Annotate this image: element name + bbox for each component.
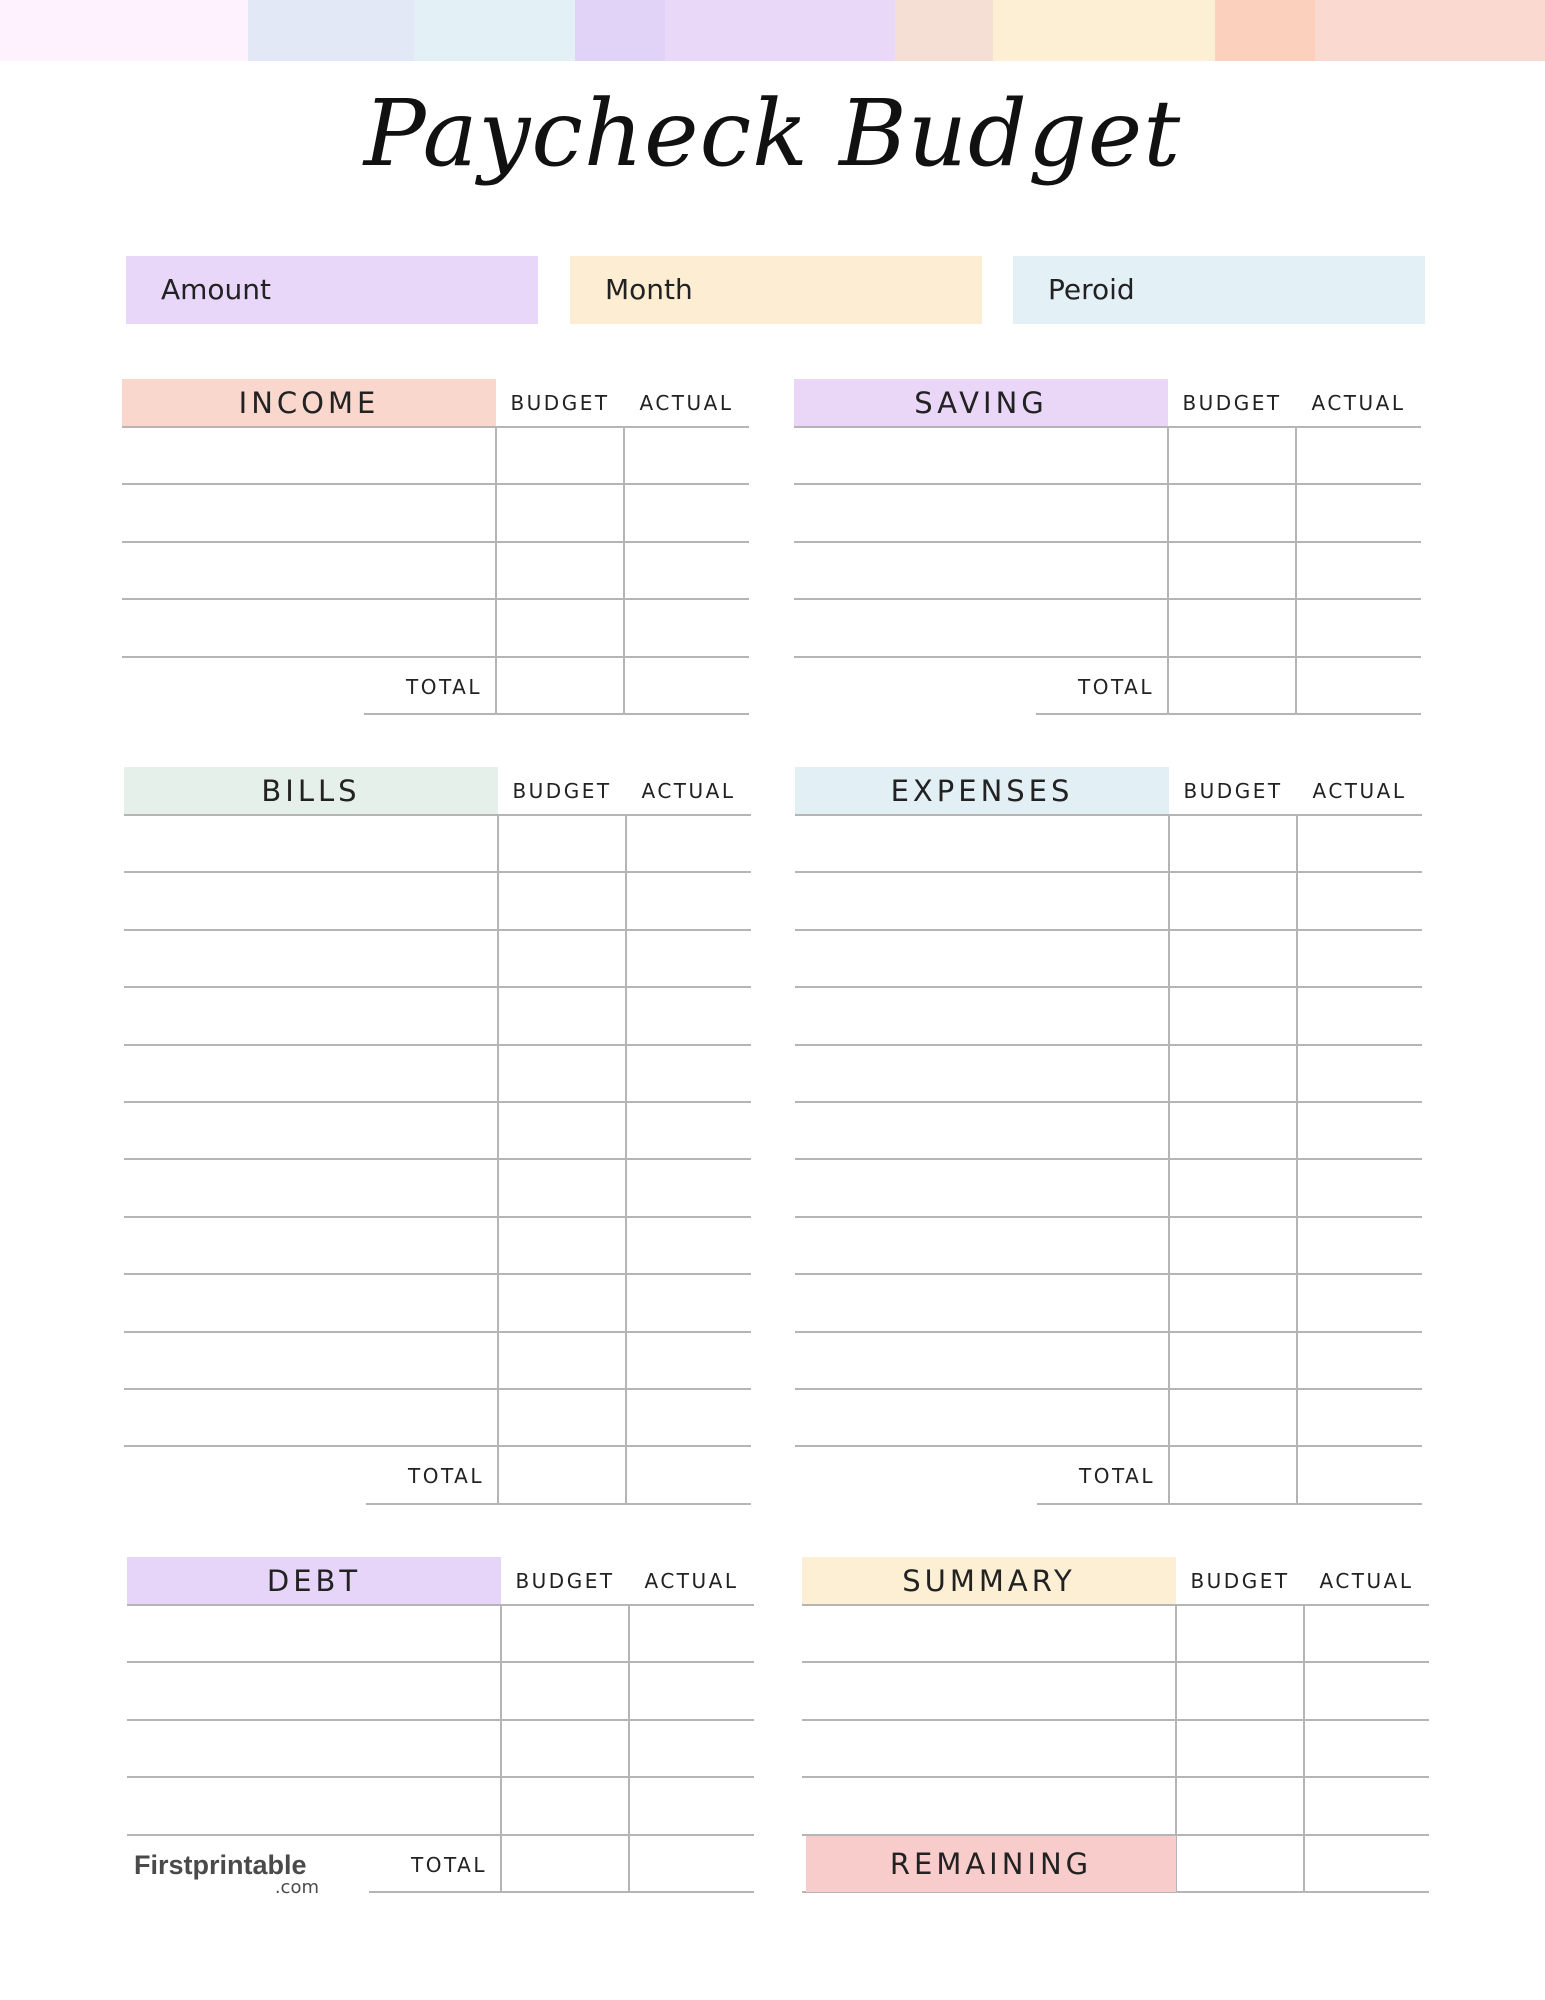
bills-actual-cell[interactable] — [626, 1389, 751, 1446]
debt-item-cell[interactable] — [127, 1720, 501, 1777]
income-budget-cell[interactable] — [496, 484, 624, 541]
bills-item-cell[interactable] — [124, 815, 498, 872]
debt-budget-cell[interactable] — [501, 1605, 629, 1662]
saving-actual-cell[interactable] — [1296, 542, 1421, 599]
bills-budget-cell[interactable] — [498, 815, 626, 872]
saving-table — [794, 379, 1421, 714]
expenses-item-cell[interactable] — [795, 1332, 1169, 1389]
saving-item-cell[interactable] — [794, 484, 1168, 541]
bills-budget-cell[interactable] — [498, 1159, 626, 1216]
debt-table — [127, 1557, 754, 1892]
color-strip — [0, 0, 1545, 61]
saving-actual-cell[interactable] — [1296, 657, 1421, 714]
expenses-item-cell[interactable] — [795, 987, 1169, 1044]
actual-column-header: ACTUAL — [639, 391, 734, 415]
bills-actual-cell[interactable] — [626, 1332, 751, 1389]
saving-header: SAVING — [794, 379, 1168, 427]
summary-actual-cell[interactable] — [1304, 1605, 1429, 1662]
expenses-actual-cell[interactable] — [1297, 1446, 1422, 1503]
expenses-item-cell[interactable] — [795, 872, 1169, 929]
expenses-item-cell[interactable] — [795, 930, 1169, 987]
firstprintable-logo — [134, 1850, 319, 1898]
actual-column-header: ACTUAL — [644, 1569, 739, 1593]
expenses-actual-cell[interactable] — [1297, 1274, 1422, 1331]
summary-item-cell[interactable] — [802, 1605, 1176, 1662]
bills-actual-cell[interactable] — [626, 1045, 751, 1102]
bills-budget-cell[interactable] — [498, 1446, 626, 1503]
expenses-item-cell[interactable] — [795, 1159, 1169, 1216]
summary-table — [802, 1557, 1429, 1892]
summary-actual-cell[interactable] — [1304, 1720, 1429, 1777]
saving-budget-cell[interactable] — [1168, 542, 1296, 599]
expenses-actual-cell[interactable] — [1297, 1159, 1422, 1216]
saving-item-cell[interactable] — [794, 599, 1168, 656]
debt-actual-cell[interactable] — [629, 1720, 754, 1777]
income-budget-cell[interactable] — [496, 542, 624, 599]
expenses-budget-cell[interactable] — [1169, 930, 1297, 987]
expenses-budget-cell[interactable] — [1169, 1045, 1297, 1102]
expenses-actual-cell[interactable] — [1297, 1217, 1422, 1274]
budget-column-header: BUDGET — [512, 779, 612, 803]
budget-column-header: BUDGET — [1182, 391, 1282, 415]
bills-header: BILLS — [124, 767, 498, 815]
expenses-actual-cell[interactable] — [1297, 1332, 1422, 1389]
bills-item-cell[interactable] — [124, 1159, 498, 1216]
debt-header: DEBT — [127, 1557, 501, 1605]
saving-actual-cell[interactable] — [1296, 484, 1421, 541]
strip-swatch — [248, 0, 414, 61]
summary-budget-cell[interactable] — [1176, 1605, 1304, 1662]
expenses-budget-cell[interactable] — [1169, 1159, 1297, 1216]
expenses-total-label: TOTAL — [1079, 1464, 1155, 1489]
bills-item-cell[interactable] — [124, 1217, 498, 1274]
income-item-cell[interactable] — [122, 599, 496, 656]
bills-item-cell[interactable] — [124, 1274, 498, 1331]
strip-swatch — [414, 0, 575, 61]
remaining-label: REMAINING — [806, 1836, 1176, 1892]
expenses-header: EXPENSES — [795, 767, 1169, 815]
bills-actual-cell[interactable] — [626, 815, 751, 872]
income-item-cell[interactable] — [122, 542, 496, 599]
summary-actual-cell[interactable] — [1304, 1777, 1429, 1834]
bills-item-cell[interactable] — [124, 872, 498, 929]
summary-item-cell[interactable] — [802, 1777, 1176, 1834]
expenses-actual-cell[interactable] — [1297, 1045, 1422, 1102]
bills-table — [124, 767, 751, 1504]
summary-actual-cell[interactable] — [1304, 1662, 1429, 1719]
income-total-label: TOTAL — [406, 674, 482, 699]
income-budget-cell[interactable] — [496, 427, 624, 484]
bills-total-label: TOTAL — [408, 1464, 484, 1489]
summary-budget-cell[interactable] — [1176, 1835, 1304, 1892]
expenses-budget-cell[interactable] — [1169, 1217, 1297, 1274]
budget-column-header: BUDGET — [510, 391, 610, 415]
expenses-actual-cell[interactable] — [1297, 872, 1422, 929]
debt-actual-cell[interactable] — [629, 1777, 754, 1834]
expenses-item-cell[interactable] — [795, 1217, 1169, 1274]
strip-swatch — [895, 0, 993, 61]
expenses-item-cell[interactable] — [795, 1045, 1169, 1102]
bills-budget-cell[interactable] — [498, 1389, 626, 1446]
logo-domain: .com — [274, 1877, 319, 1898]
amount-field[interactable]: Amount — [126, 256, 538, 324]
bills-budget-cell[interactable] — [498, 1045, 626, 1102]
income-actual-cell[interactable] — [624, 657, 749, 714]
bills-item-cell[interactable] — [124, 1389, 498, 1446]
saving-budget-cell[interactable] — [1168, 599, 1296, 656]
income-actual-cell[interactable] — [624, 599, 749, 656]
income-actual-cell[interactable] — [624, 542, 749, 599]
summary-budget-cell[interactable] — [1176, 1777, 1304, 1834]
bills-budget-cell[interactable] — [498, 987, 626, 1044]
summary-header: SUMMARY — [802, 1557, 1176, 1605]
bills-actual-cell[interactable] — [626, 930, 751, 987]
expenses-actual-cell[interactable] — [1297, 1389, 1422, 1446]
income-item-cell[interactable] — [122, 427, 496, 484]
actual-column-header: ACTUAL — [1312, 779, 1407, 803]
debt-budget-cell[interactable] — [501, 1720, 629, 1777]
debt-item-cell[interactable] — [127, 1605, 501, 1662]
bills-budget-cell[interactable] — [498, 930, 626, 987]
summary-item-cell[interactable] — [802, 1662, 1176, 1719]
debt-item-cell[interactable] — [127, 1662, 501, 1719]
budget-column-header: BUDGET — [1190, 1569, 1290, 1593]
strip-swatch — [0, 0, 248, 61]
summary-actual-cell[interactable] — [1304, 1835, 1429, 1892]
logo-text: Firstprintable — [134, 1850, 307, 1880]
debt-budget-cell[interactable] — [501, 1777, 629, 1834]
saving-item-cell[interactable] — [794, 542, 1168, 599]
bills-item-cell[interactable] — [124, 1332, 498, 1389]
debt-budget-cell[interactable] — [501, 1662, 629, 1719]
saving-item-cell[interactable] — [794, 427, 1168, 484]
expenses-budget-cell[interactable] — [1169, 987, 1297, 1044]
summary-item-cell[interactable] — [802, 1720, 1176, 1777]
bills-item-cell[interactable] — [124, 1045, 498, 1102]
actual-column-header: ACTUAL — [1319, 1569, 1414, 1593]
period-field[interactable]: Peroid — [1013, 256, 1425, 324]
expenses-actual-cell[interactable] — [1297, 987, 1422, 1044]
expenses-item-cell[interactable] — [795, 1102, 1169, 1159]
expenses-budget-cell[interactable] — [1169, 1389, 1297, 1446]
budget-column-header: BUDGET — [1183, 779, 1283, 803]
strip-swatch — [665, 0, 895, 61]
bills-item-cell[interactable] — [124, 1102, 498, 1159]
bills-actual-cell[interactable] — [626, 872, 751, 929]
month-field[interactable]: Month — [570, 256, 982, 324]
saving-total-label: TOTAL — [1078, 674, 1154, 699]
income-actual-cell[interactable] — [624, 427, 749, 484]
expenses-item-cell[interactable] — [795, 815, 1169, 872]
bills-actual-cell[interactable] — [626, 1217, 751, 1274]
bills-actual-cell[interactable] — [626, 1446, 751, 1503]
strip-swatch — [1215, 0, 1315, 61]
saving-actual-cell[interactable] — [1296, 599, 1421, 656]
budget-column-header: BUDGET — [515, 1569, 615, 1593]
expenses-table — [795, 767, 1422, 1504]
bills-budget-cell[interactable] — [498, 1217, 626, 1274]
expenses-budget-cell[interactable] — [1169, 1446, 1297, 1503]
bills-item-cell[interactable] — [124, 930, 498, 987]
expenses-item-cell[interactable] — [795, 1274, 1169, 1331]
income-header: INCOME — [122, 379, 496, 427]
expenses-budget-cell[interactable] — [1169, 815, 1297, 872]
bills-budget-cell[interactable] — [498, 1102, 626, 1159]
expenses-budget-cell[interactable] — [1169, 1332, 1297, 1389]
actual-column-header: ACTUAL — [641, 779, 736, 803]
income-budget-cell[interactable] — [496, 599, 624, 656]
expenses-budget-cell[interactable] — [1169, 1102, 1297, 1159]
bills-budget-cell[interactable] — [498, 1274, 626, 1331]
expenses-item-cell[interactable] — [795, 1389, 1169, 1446]
expenses-budget-cell[interactable] — [1169, 1274, 1297, 1331]
summary-budget-cell[interactable] — [1176, 1662, 1304, 1719]
bills-actual-cell[interactable] — [626, 1274, 751, 1331]
saving-budget-cell[interactable] — [1168, 657, 1296, 714]
bills-actual-cell[interactable] — [626, 987, 751, 1044]
strip-swatch — [1315, 0, 1545, 61]
bills-budget-cell[interactable] — [498, 872, 626, 929]
expenses-actual-cell[interactable] — [1297, 1102, 1422, 1159]
income-actual-cell[interactable] — [624, 484, 749, 541]
debt-actual-cell[interactable] — [629, 1835, 754, 1892]
saving-budget-cell[interactable] — [1168, 427, 1296, 484]
page-title: Paycheck Budget — [363, 80, 1182, 187]
expenses-actual-cell[interactable] — [1297, 930, 1422, 987]
debt-item-cell[interactable] — [127, 1777, 501, 1834]
debt-budget-cell[interactable] — [501, 1835, 629, 1892]
income-table — [122, 379, 749, 714]
summary-budget-cell[interactable] — [1176, 1720, 1304, 1777]
bills-actual-cell[interactable] — [626, 1102, 751, 1159]
debt-total-label: TOTAL — [411, 1852, 487, 1877]
saving-actual-cell[interactable] — [1296, 427, 1421, 484]
bills-item-cell[interactable] — [124, 987, 498, 1044]
income-budget-cell[interactable] — [496, 657, 624, 714]
debt-actual-cell[interactable] — [629, 1605, 754, 1662]
actual-column-header: ACTUAL — [1311, 391, 1406, 415]
debt-actual-cell[interactable] — [629, 1662, 754, 1719]
strip-swatch — [575, 0, 665, 61]
saving-budget-cell[interactable] — [1168, 484, 1296, 541]
strip-swatch — [993, 0, 1215, 61]
expenses-actual-cell[interactable] — [1297, 815, 1422, 872]
bills-actual-cell[interactable] — [626, 1159, 751, 1216]
expenses-budget-cell[interactable] — [1169, 872, 1297, 929]
income-item-cell[interactable] — [122, 484, 496, 541]
bills-budget-cell[interactable] — [498, 1332, 626, 1389]
